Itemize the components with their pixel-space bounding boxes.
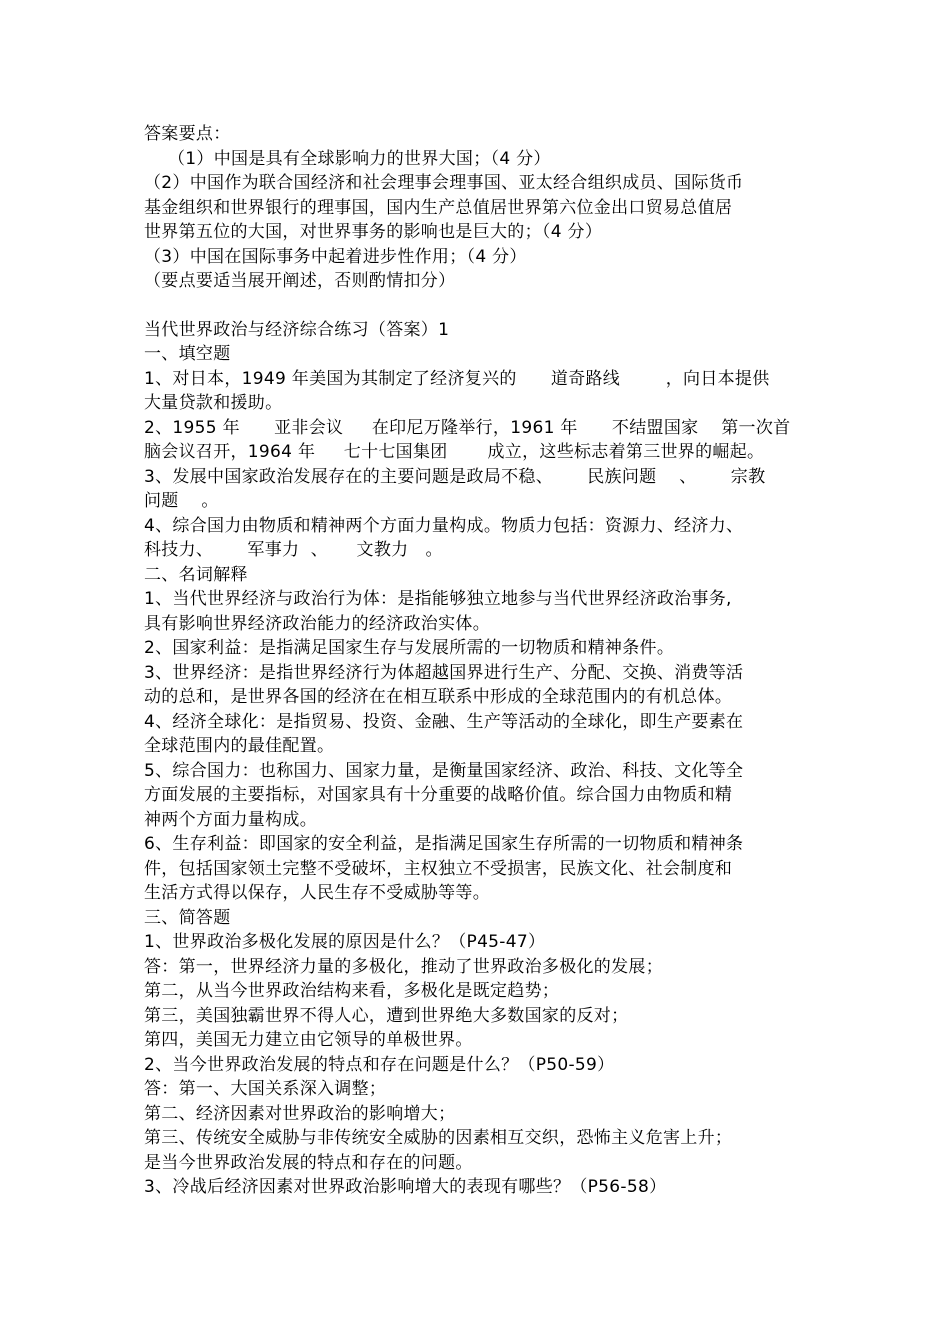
term-1-line-2: 具有影响世界经济政治能力的经济政治实体。	[144, 613, 490, 634]
fill-blank-q3-line-1: 3、发展中国家政治发展存在的主要问题是政局不稳、 民族问题 、 宗教	[144, 466, 766, 487]
short-answer-q2-answer-3: 第三、传统安全威胁与非传统安全威胁的因素相互交织，恐怖主义危害上升；	[144, 1128, 733, 1148]
short-answer-q2-answer-1: 答：第一、大国关系深入调整；	[144, 1079, 387, 1099]
terms-heading: 二、名词解释	[144, 564, 248, 585]
fill-blank-q2-line-2: 脑会议召开，1964 年 七十七国集团 成立，这些标志着第三世界的崛起。	[144, 442, 765, 462]
answer-point-1: （1）中国是具有全球影响力的世界大国；（4 分）	[168, 148, 551, 169]
term-2: 2、国家利益：是指满足国家生存与发展所需的一切物质和精神条件。	[144, 638, 675, 658]
fill-blank-q4-line-2: 科技力、 军事力 、 文教力 。	[144, 540, 443, 560]
term-6-line-3: 生活方式得以保存，人民生存不受威胁等等。	[144, 883, 490, 903]
fill-blank-q3-line-2: 问题 。	[144, 491, 219, 511]
term-1-line-1: 1、当代世界经济与政治行为体：是指能够独立地参与当代世界经济政治事务,	[144, 589, 732, 609]
answer-point-2-line-2: 基金组织和世界银行的理事国，国内生产总值居世界第六位金出口贸易总值居	[144, 197, 733, 218]
short-answer-q1-answer-3: 第三，美国独霸世界不得人心，遭到世界绝大多数国家的反对；	[144, 1005, 629, 1026]
blank-line	[144, 294, 816, 318]
exercise-title: 当代世界政治与经济综合练习（答案）1	[144, 319, 450, 340]
answer-points-heading: 答案要点：	[144, 124, 231, 144]
answer-point-3: （3）中国在国际事务中起着进步性作用；（4 分）	[144, 246, 527, 267]
short-answer-q1: 1、世界政治多极化发展的原因是什么？（P45-47）	[144, 932, 546, 952]
short-answer-q2-answer-2: 第二、经济因素对世界政治的影响增大；	[144, 1103, 456, 1124]
fill-blank-q1-line-1: 1、对日本，1949 年美国为其制定了经济复兴的 道奇路线 ，向日本提供	[144, 368, 770, 389]
term-6-line-1: 6、生存利益：即国家的安全利益，是指满足国家生存所需的一切物质和精神条	[144, 834, 744, 854]
short-answer-q2-answer-4: 是当今世界政治发展的特点和存在的问题。	[144, 1152, 473, 1173]
term-4-line-2: 全球范围内的最佳配置。	[144, 736, 335, 756]
grading-note: （要点要适当展开阐述，否则酌情扣分）	[144, 271, 456, 291]
fill-blank-q1-line-2: 大量贷款和援助。	[144, 393, 283, 413]
fill-blank-q4-line-1: 4、综合国力由物质和精神两个方面力量构成。物质力包括：资源力、经济力、	[144, 515, 744, 536]
short-answer-q3: 3、冷战后经济因素对世界政治影响增大的表现有哪些？（P56-58）	[144, 1177, 667, 1197]
term-3-line-2: 动的总和，是世界各国的经济在在相互联系中形成的全球范围内的有机总体。	[144, 687, 733, 707]
term-6-line-2: 件，包括国家领土完整不受破坏，主权独立不受损害，民族文化、社会制度和	[144, 858, 733, 879]
fill-blank-q2-line-1: 2、1955 年 亚非会议 在印尼万隆举行，1961 年 不结盟国家 第一次首	[144, 417, 791, 438]
fill-blank-heading: 一、填空题	[144, 344, 231, 364]
short-answer-q1-answer-1: 答：第一，世界经济力量的多极化，推动了世界政治多极化的发展；	[144, 956, 663, 977]
term-4-line-1: 4、经济全球化：是指贸易、投资、金融、生产等活动的全球化，即生产要素在	[144, 711, 744, 732]
term-5-line-2: 方面发展的主要指标，对国家具有十分重要的战略价值。综合国力由物质和精	[144, 785, 733, 805]
short-answer-q1-answer-4: 第四，美国无力建立由它领导的单极世界。	[144, 1030, 473, 1050]
answer-point-2-line-3: 世界第五位的大国，对世界事务的影响也是巨大的；（4 分）	[144, 222, 603, 242]
term-5-line-1: 5、综合国力：也称国力、国家力量，是衡量国家经济、政治、科技、文化等全	[144, 760, 744, 781]
answer-point-2-line-1: （2）中国作为联合国经济和社会理事会理事国、亚太经合组织成员、国际货币	[144, 173, 744, 193]
short-answer-q2: 2、当今世界政治发展的特点和存在问题是什么？（P50-59）	[144, 1054, 615, 1075]
document-body	[144, 122, 816, 1200]
short-answer-q1-answer-2: 第二，从当今世界政治结构来看，多极化是既定趋势；	[144, 981, 560, 1001]
term-5-line-3: 神两个方面力量构成。	[144, 809, 317, 830]
term-3-line-1: 3、世界经济：是指世界经济行为体超越国界进行生产、分配、交换、消费等活	[144, 662, 744, 683]
short-answer-heading: 三、简答题	[144, 907, 231, 928]
